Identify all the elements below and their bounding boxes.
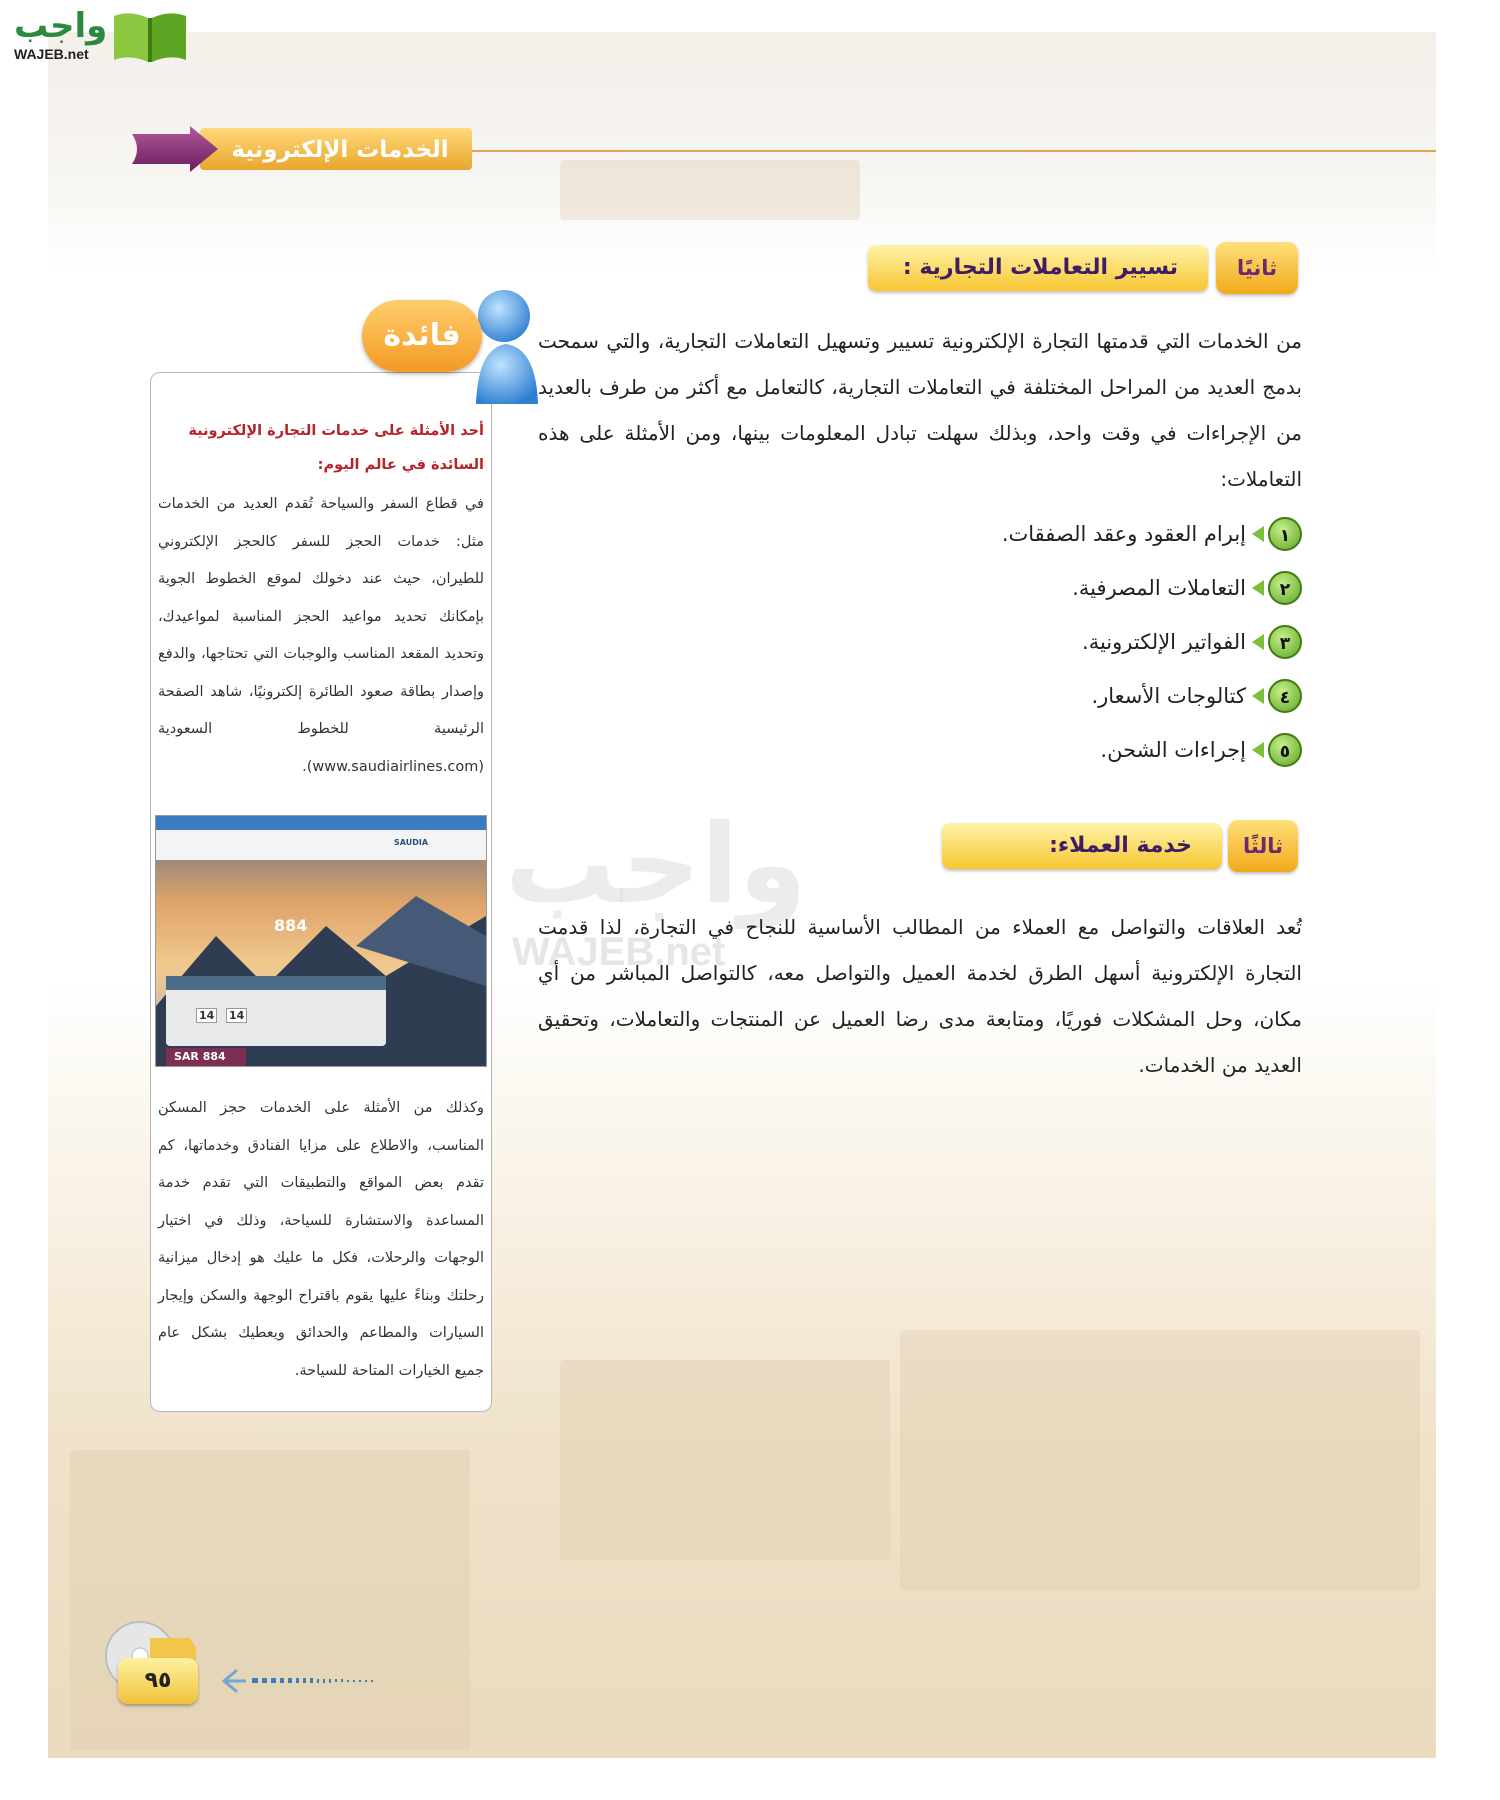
bg-decoration: [900, 1330, 1420, 1590]
arrow-icon: [1252, 688, 1264, 704]
section-two-header: [868, 242, 1298, 294]
arrow-icon: [1252, 634, 1264, 650]
arrow-icon: [1252, 580, 1264, 596]
list-number: ٢: [1268, 571, 1302, 605]
section-two-title: تسيير التعاملات التجارية :: [868, 245, 1208, 291]
fayda-badge: فائدة: [362, 300, 482, 372]
list-item: [1091, 674, 1302, 718]
bg-decoration: [560, 160, 860, 220]
date-field-2: 14: [226, 1008, 247, 1023]
logo-word: واجب: [14, 6, 108, 46]
list-item-text: الفواتير الإلكترونية.: [1082, 630, 1246, 654]
list-item: [1100, 728, 1302, 772]
page-number: ٩٥: [118, 1658, 198, 1704]
section-two-paragraph: من الخدمات التي قدمتها التجارة الإلكترونية تسيير وتسهيل التعاملات التجارية، والتي سمحت بدمج العديد من المراحل المختلفة في التعاملات التجارية، كالتعامل مع أكثر من طرف بالعديد من الإجراءات في وقت واحد، وبذلك سهلت تبادل المعلومات بينها، ومن الأمثلة على هذه التعاملات:: [538, 329, 1302, 491]
section-three-badge: ثالثًا: [1228, 820, 1298, 872]
logo-subtitle: WAJEB.net: [14, 46, 89, 62]
section-three-header: [942, 820, 1298, 872]
section-two-badge: ثانيًا: [1216, 242, 1298, 294]
chapter-title: الخدمات الإلكترونية: [231, 137, 449, 163]
sidebar-paragraph-1: في قطاع السفر والسياحة تُقدم العديد من الخدمات مثل: خدمات الحجز للسفر كالحجز الإلكتروني للطيران، حيث عند دخولك لموقع الخطوط الجوية بإمكانك تحديد مواعيد الحجز المناسبة لمواعيدك، وتحديد المقعد المناسب والوجبات التي تحتاجها، والدفع وإصدار بطاقة صعود الطائرة إلكترونيًا، شاهد الصفحة الرئيسية للخطوط السعودية (www.saudiairlines.com).: [158, 496, 484, 775]
list-item-text: التعاملات المصرفية.: [1072, 576, 1246, 600]
arrow-icon: [1252, 742, 1264, 758]
list-item: [1002, 512, 1302, 556]
airline-site-image: [156, 816, 486, 1066]
watermark-word: واجب: [505, 800, 807, 928]
list-item-text: إجراءات الشحن.: [1100, 738, 1246, 762]
airline-price: 884: [274, 916, 308, 935]
book-icon: [110, 6, 190, 64]
list-item-text: كتالوجات الأسعار.: [1091, 684, 1246, 708]
date-field-1: 14: [196, 1008, 217, 1023]
sidebar-title: أحد الأمثلة على خدمات التجارة الإلكترونية السائدة في عالم اليوم:: [188, 423, 484, 473]
section-three-title: خدمة العملاء:: [942, 823, 1222, 869]
list-number: ٥: [1268, 733, 1302, 767]
progress-arrow-icon: [222, 1668, 392, 1694]
list-item: [1082, 620, 1302, 664]
list-item: [1072, 566, 1302, 610]
airline-website-screenshot: [155, 815, 487, 1067]
section-three-paragraph: تُعد العلاقات والتواصل مع العملاء من المطالب الأساسية للنجاح في التجارة، لذا قدمت التجارة الإلكترونية أسهل الطرق لخدمة العميل والتواصل معه، كالتواصل المباشر من أي مكان، وحل المشكلات فوريًا، ومتابعة مدى رضا العميل عن المنتجات والتعاملات، وتحقيق العديد من الخدمات.: [538, 915, 1302, 1077]
watermark-subtitle: WAJEB.net: [512, 930, 726, 974]
sidebar-paragraph-2: وكذلك من الأمثلة على الخدمات حجز المسكن المناسب، والاطلاع على مزايا الفنادق وخدماتها، كم تقدم بعض المواقع والتطبيقات التي تقدم خدمة المساعدة والاستشارة للسياحة، وذلك في اختيار الوجهات والرحلات، فكل ما عليك هو إدخال ميزانية رحلتك وبناءً عليها يقوم باقتراح الوجهة والسكن وإيجار السيارات والمطاعم والحدائق ويعطيك بشكل عام جميع الخيارات المتاحة للسياحة.: [158, 1100, 484, 1379]
list-item-text: إبرام العقود وعقد الصفقات.: [1001, 522, 1246, 546]
list-number: ١: [1268, 517, 1302, 551]
site-logo[interactable]: [6, 6, 190, 68]
list-number: ٣: [1268, 625, 1302, 659]
person-icon: [476, 286, 538, 406]
bg-decoration: [560, 1360, 890, 1560]
airline-brand: SAUDIA: [394, 838, 429, 847]
title-rule: [470, 150, 1436, 152]
arrow-icon: [1252, 526, 1264, 542]
fare-price: SAR 884: [174, 1050, 226, 1063]
list-number: ٤: [1268, 679, 1302, 713]
